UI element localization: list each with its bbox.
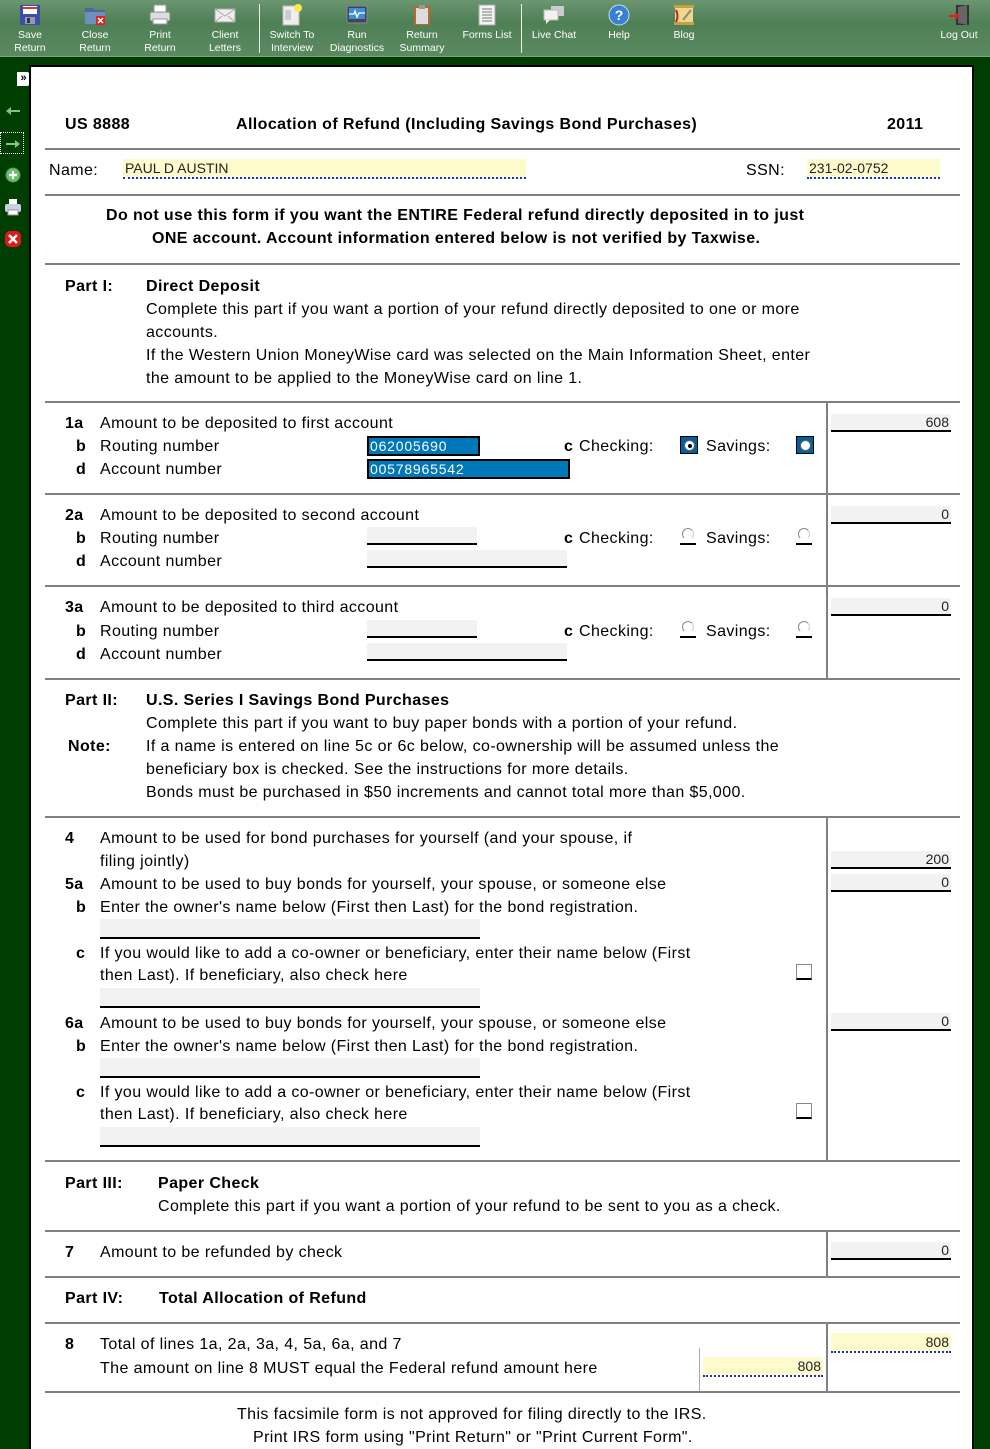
line-5c-label: then Last). If beneficiary, also check here [100,967,408,984]
line-6c-coowner-name-input[interactable] [100,1127,480,1147]
part1-text: If the Western Union MoneyWise card was selected on the Main Information Sheet, enter [146,347,811,364]
part1-text: Complete this part if you want a portion of your refund directly deposited to one or more [146,301,800,318]
part1-text: the amount to be applied to the MoneyWise card on line 1. [146,370,583,387]
sub-label: b [76,1038,87,1055]
form-title: Allocation of Refund (Including Savings Bond Purchases) [236,116,698,133]
list-document-icon [476,4,498,26]
question-circle-icon [608,4,630,26]
line-4-amount[interactable]: 200 [831,851,951,869]
sub-label: c [564,623,574,640]
run-diagnostics-button[interactable]: Run Diagnostics [327,2,387,56]
folder-close-icon [84,4,106,26]
divider [45,678,960,680]
routing-number-1-input[interactable]: 062005690 [367,436,480,456]
line-6c-beneficiary-checkbox[interactable] [796,1103,812,1119]
line-8-label: Total of lines 1a, 2a, 3a, 4, 5a, 6a, and 7 [100,1336,402,1353]
federal-refund-label: The amount on line 8 MUST equal the Federal refund amount here [100,1360,598,1377]
part4-title: Total Allocation of Refund [159,1290,367,1307]
line-number: 1a [65,415,84,432]
note-label: Note: [68,738,111,755]
divider [45,148,960,150]
line-7-amount[interactable]: 0 [831,1242,951,1260]
divider [45,263,960,265]
checking-radio-3[interactable] [680,620,696,638]
divider [45,1322,960,1324]
sub-label: d [76,461,87,478]
form-id: US 8888 [65,116,131,133]
sub-label: b [76,530,87,547]
part2-title: U.S. Series I Savings Bond Purchases [146,692,450,709]
disclaimer-line-1: This facsimile form is not approved for filing directly to the IRS. [237,1406,707,1423]
warning-line-2: ONE account. Account information entered below is not verified by Taxwise. [152,230,761,247]
part1-title: Direct Deposit [146,278,261,295]
divider [45,1230,960,1232]
routing-label: Routing number [100,530,220,547]
save-return-button[interactable]: Save Return [0,2,60,56]
close-return-button[interactable]: Close Return [65,2,125,56]
main-toolbar [0,0,990,57]
savings-label: Savings: [706,530,771,547]
forward-button-focus[interactable] [0,132,24,154]
interview-page-icon [281,4,303,26]
note-text: Bonds must be purchased in $50 increments and cannot total more than $5,000. [146,784,746,801]
line-5c-coowner-name-input[interactable] [100,988,480,1008]
delete-icon[interactable] [4,230,22,248]
part1-label: Part I: [65,278,114,295]
account-number-2-input[interactable] [367,550,567,568]
line-2a-label: Amount to be deposited to second account [100,507,420,524]
line-5a-label: Amount to be used to buy bonds for yourself, your spouse, or someone else [100,876,667,893]
divider [45,1391,960,1393]
envelope-icon [214,4,236,26]
checking-radio-2[interactable] [680,527,696,545]
part2-label: Part II: [65,692,118,709]
line-6c-label: then Last). If beneficiary, also check here [100,1106,408,1123]
note-text: beneficiary box is checked. See the instructions for more details. [146,761,629,778]
warning-line-1: Do not use this form if you want the ENTIRE Federal refund directly deposited in to just [106,207,805,224]
column-divider [699,1348,700,1391]
expand-panel-button[interactable]: » [17,72,30,86]
part3-text: Complete this part if you want a portion of your refund to be sent to you as a check. [158,1198,781,1215]
toolbar-separator [521,4,522,53]
savings-radio-1[interactable] [796,436,814,454]
part2-text: Complete this part if you want to buy paper bonds with a portion of your refund. [146,715,738,732]
line-5a-amount[interactable]: 0 [831,874,951,892]
printer-icon[interactable] [4,198,22,216]
routing-label: Routing number [100,438,220,455]
checking-radio-1[interactable] [680,436,698,454]
column-divider [826,816,828,1160]
line-number: 3a [65,599,84,616]
part3-label: Part III: [65,1175,123,1192]
chat-bubbles-icon [543,4,565,26]
ssn-field[interactable]: 231-02-0752 [807,159,940,179]
savings-label: Savings: [706,438,771,455]
tax-year: 2011 [887,116,924,133]
sub-label: b [76,438,87,455]
line-8-total[interactable]: 808 [831,1333,951,1353]
ssn-label: SSN: [746,162,785,179]
live-chat-button[interactable]: Live Chat [524,2,584,56]
sub-label: d [76,646,87,663]
account-label: Account number [100,461,223,478]
forward-arrow-icon [4,135,22,153]
form-8888-page [29,65,974,1449]
line-number: 8 [65,1336,75,1353]
floppy-disk-icon [19,4,41,26]
toolbar-separator [259,4,260,53]
divider [45,816,960,818]
forms-list-button[interactable]: Forms List [457,2,517,56]
switch-to-interview-button[interactable]: Switch To Interview [262,2,322,56]
line-6b-label: Enter the owner's name below (First then Last) for the bond registration. [100,1038,639,1055]
line-6a-amount[interactable]: 0 [831,1013,951,1031]
name-label: Name: [49,162,99,179]
line-3a-amount[interactable]: 0 [831,598,951,616]
printer-icon [149,4,171,26]
checking-label: Checking: [579,623,654,640]
add-circle-icon[interactable] [4,166,22,184]
divider [45,401,960,403]
column-divider [826,401,828,493]
line-number: 7 [65,1244,75,1261]
divider [45,194,960,196]
sub-label: c [564,530,574,547]
divider [45,1160,960,1162]
line-number: 6a [65,1015,84,1032]
part1-text: accounts. [146,324,219,341]
line-3a-label: Amount to be deposited to third account [100,599,399,616]
back-arrow-icon[interactable] [4,102,22,120]
routing-number-3-input[interactable] [367,620,477,638]
name-field[interactable]: PAUL D AUSTIN [123,159,526,179]
svg-text:?: ? [614,7,624,23]
client-letters-button[interactable]: Client Letters [195,2,255,56]
part4-label: Part IV: [65,1290,124,1307]
sub-label: d [76,553,87,570]
line-5c-label: If you would like to add a co-owner or beneficiary, enter their name below (First [100,945,691,962]
routing-number-2-input[interactable] [367,527,477,545]
line-6c-label: If you would like to add a co-owner or beneficiary, enter their name below (First [100,1084,691,1101]
line-5b-owner-name-input[interactable] [100,919,480,939]
checking-label: Checking: [579,438,654,455]
column-divider [826,1322,828,1391]
sub-label: b [76,623,87,640]
note-text: If a name is entered on line 5c or 6c below, co-ownership will be assumed unless the [146,738,780,755]
checking-label: Checking: [579,530,654,547]
return-summary-button[interactable]: Return Summary [392,2,452,56]
column-divider [826,1230,828,1276]
line-1a-amount[interactable]: 608 [831,414,951,432]
column-divider [826,585,828,678]
left-sidebar [0,58,30,1449]
disclaimer-line-2: Print IRS form using "Print Return" or "Print Current Form". [253,1429,693,1446]
divider [45,493,960,495]
line-1a-label: Amount to be deposited to first account [100,415,394,432]
help-button[interactable]: ? Help [589,2,649,56]
savings-radio-3[interactable] [796,620,812,638]
divider [45,1276,960,1278]
federal-refund-amount[interactable]: 808 [703,1357,823,1377]
line-number: 4 [65,830,75,847]
account-number-3-input[interactable] [367,643,567,661]
print-return-button[interactable]: Print Return [130,2,190,56]
blog-button[interactable]: Blog [654,2,714,56]
line-2a-amount[interactable]: 0 [831,506,951,524]
savings-radio-2[interactable] [796,527,812,545]
sub-label: c [76,945,86,962]
monitor-pulse-icon [346,4,368,26]
scroll-quill-icon [673,4,695,26]
line-5c-beneficiary-checkbox[interactable] [796,964,812,980]
sub-label: c [564,438,574,455]
account-number-1-input[interactable]: 00578965542 [367,459,570,479]
account-label: Account number [100,553,223,570]
line-7-label: Amount to be refunded by check [100,1244,343,1261]
account-label: Account number [100,646,223,663]
savings-label: Savings: [706,623,771,640]
log-out-button[interactable]: Log Out [929,2,989,56]
exit-door-icon [948,4,970,26]
routing-label: Routing number [100,623,220,640]
line-6a-label: Amount to be used to buy bonds for yourself, your spouse, or someone else [100,1015,667,1032]
line-number: 5a [65,876,84,893]
part3-title: Paper Check [158,1175,260,1192]
line-number: 2a [65,507,84,524]
line-4-label: filing jointly) [100,853,190,870]
line-6b-owner-name-input[interactable] [100,1058,480,1078]
column-divider [826,493,828,585]
line-5b-label: Enter the owner's name below (First then Last) for the bond registration. [100,899,639,916]
divider [45,585,960,587]
sub-label: b [76,899,87,916]
sub-label: c [76,1084,86,1101]
line-4-label: Amount to be used for bond purchases for yourself (and your spouse, if [100,830,633,847]
clipboard-icon [411,4,433,26]
